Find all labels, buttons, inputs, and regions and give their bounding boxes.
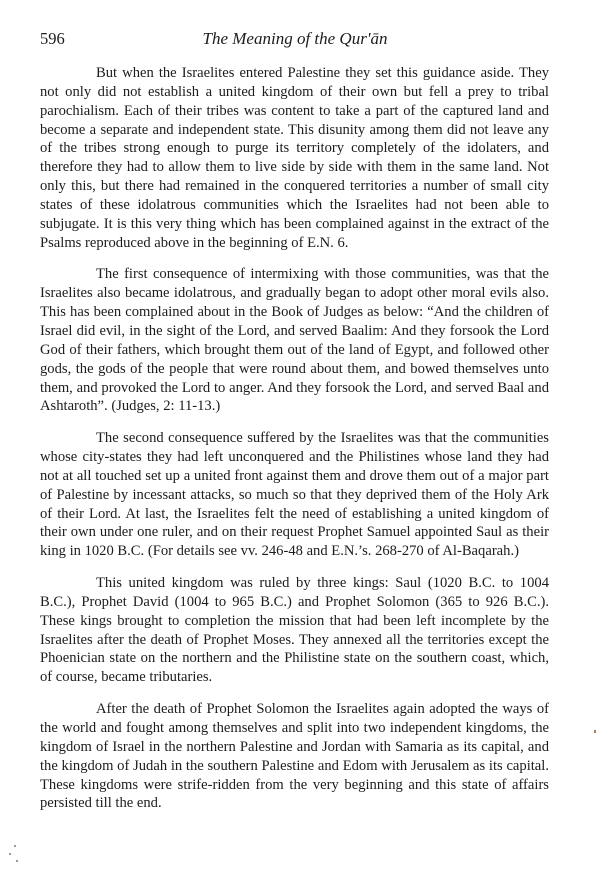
paragraph: After the death of Prophet Solomon the Israelites again adopted the ways of the world and fought among themselves and split into two independent kingdoms, the kingdom of Israel in the northern Palestine and Jordan with Samaria as its capital, and the kingdom of Judah in the southern Palestine and Edom with Jerusalem as its capital. These kingdoms were strife-ridden from the very beginning and this state of affairs persisted till the end. [40,701,549,812]
scan-speck [594,730,596,733]
paragraph: The first consequence of intermixing with those communities, was that the Israelites also became idolatrous, and gradually began to adopt other moral evils also. This has been complained about in the Book of Judges as below: “And the children of Israel did evil, in the sight of the Lord, and served Baalim: And they forsook the Lord God of their fathers, which brought them out of the land of Egypt, and followed other gods, the gods of the people that were round about them, and bowed themselves unto them, and provoked the Lord to anger. And they forsook the Lord, and served Baal and Ashtaroth”. (Judges, 2: 11-13.) [40,266,549,415]
paragraph: The second consequence suffered by the Israelites was that the communities whose city-states they had left unconquered and the Philistines whose land they had not at all touched set up a united front against them and drove them out of a major part of Palestine by incessant attacks, so much so that they deprived them of the Holy Ark of their Lord. At last, the Israelites felt the need of establishing a united kingdom of their own under one ruler, and on their request Prophet Samuel appointed Saul as their king in 1020 B.C. (For details see vv. 246-48 and E.N.’s. 268-270 of Al-Baqarah.) [40,430,549,560]
paragraph: This united kingdom was ruled by three kings: Saul (1020 B.C. to 1004 B.C.), Prophet David (1004 to 965 B.C.) and Prophet Solomon (365 to 926 B.C.). These kings brought to completion the mission that had been left incomplete by the Israelites after the death of Prophet Moses. They annexed all the territories except the Phoenician state on the northern and the Philistine state on the southern coast, which, of course, became tributaries. [40,575,549,686]
paragraph: But when the Israelites entered Palestine they set this guidance aside. They not only did not establish a united kingdom of their own but fell a prey to tribal parochialism. Each of their tribes was content to take a part of the captured land and become a separate and independent state. This disunity among them did not leave any of the tribes strong enough to purge its territory completely of the idolaters, and therefore they had to allow them to live side by side with them in the same land. Not only this, but there had remained in the conquered territories a number of small city states of these idolatrous communities which the Israelites had not been able to subjugate. It is this very thing which has been complained against in the extract of the Psalms reproduced above in the beginning of E.N. 6. [40,65,549,251]
scan-speck [9,853,11,855]
scan-speck [16,860,18,862]
body-text [40,64,549,826]
scan-speck [14,845,16,847]
page-header [40,29,550,53]
running-title: The Meaning of the Qur'ān [202,29,388,48]
page-number: 596 [40,29,65,48]
